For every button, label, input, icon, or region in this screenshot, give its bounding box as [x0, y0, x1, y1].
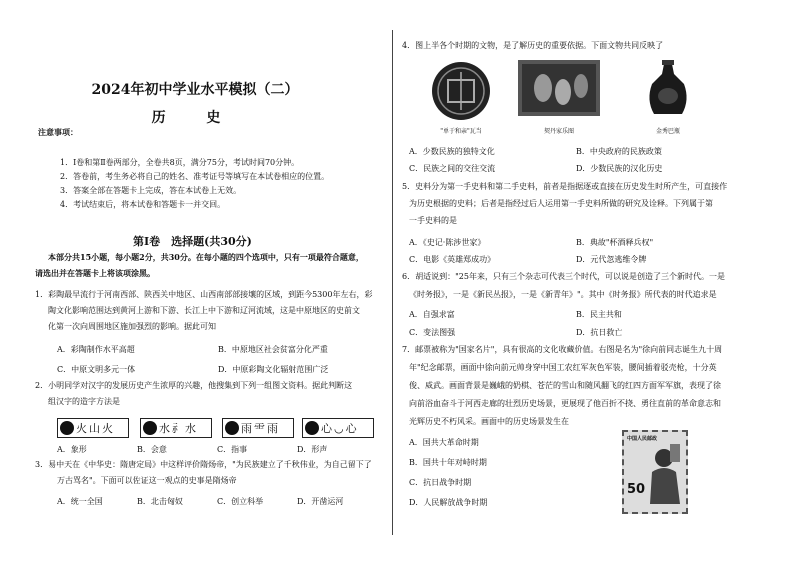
exam-title: 2024年初中学业水平模拟（二）: [91, 82, 299, 98]
q2-option-a[interactable]: A．象形: [57, 445, 87, 454]
q6-option-a[interactable]: A．自强求富: [409, 310, 455, 319]
q2-option-b[interactable]: B．会意: [137, 445, 167, 454]
q1-option-b[interactable]: B．中原地区社会贫富分化严重: [218, 345, 328, 354]
column-divider: [392, 30, 393, 535]
q1-line-1: 1．彩陶最早流行于河南西部、陕西关中地区、山西南部部接壤的区域，到距今5300年左右，彩: [35, 290, 373, 299]
q6-line-1: 6．胡适说到："25年来，只有三个杂志可代表三个时代，可以说是创造了三个新时代。一是: [402, 272, 725, 281]
q7-option-d[interactable]: D．人民解放战争时期: [409, 498, 488, 507]
stamp-label: 中国人民邮政: [627, 436, 658, 442]
glyph-set-fire: 火 山 火: [57, 418, 129, 438]
q2-option-d[interactable]: D．形声: [297, 445, 328, 454]
q5-option-c[interactable]: C．电影《英雄郑成功》: [409, 255, 496, 264]
q7-line-4: 向前浴血奋斗于河西走廊的壮烈历史场景，更展现了他百折不挠、勇往直前的革命意志和: [409, 399, 721, 408]
section-intro-2: 请选出并在答题卡上将该项涂黑。: [35, 268, 155, 278]
q7-line-1: 7．邮票被称为"国家名片"，具有很高的文化收藏价值。右图是名为"徐向前同志诞生九十周: [402, 345, 723, 354]
q6-line-2: 《时务报》，一是《新民丛报》，一是《新青年》"。其中《时务报》所代表的时代追求是: [409, 290, 717, 299]
glyph-set-water: 水 ⺬ 水: [140, 418, 212, 438]
mural-image: [518, 60, 600, 116]
q3-option-d[interactable]: D．开凿运河: [297, 497, 344, 506]
stamp-image: [622, 430, 688, 514]
caption-2: 契丹家乐图: [543, 128, 574, 135]
q4-option-c[interactable]: C．民族之间的交往交流: [409, 164, 496, 173]
q1-line-2: 陶文化影响范围达到黄河上游和下游、长江上中下游和辽河流域，这是中原地区的史前文: [48, 306, 360, 315]
right-column: [396, 0, 794, 561]
caption-1: "单于和亲"瓦当: [440, 128, 482, 135]
section-title: 第Ⅰ卷 选择题(共30分): [133, 235, 252, 248]
q7-line-3: 俊、威武。画面背景是巍峨的奶棋、苍茫的雪山和随风翻飞的红四方面军军旗，表现了徐: [409, 381, 721, 390]
note-3: 3．答案全部在答题卡上完成，答在本试卷上无效。: [60, 186, 242, 195]
section-intro-1: 本部分共15小题，每小题2分，共30分。在每小题的四个选项中，只有一项最符合题意，: [48, 252, 364, 262]
subject-title: 历 史: [151, 110, 239, 126]
q3-option-c[interactable]: C．创立科举: [217, 497, 264, 506]
note-4: 4．考试结束后，将本试卷和答题卡一并交回。: [60, 200, 226, 209]
q5-line-2: 为历史根据的史料；后者是指经过后人运用第一手史料所做的研究及诠释。下列属于第: [409, 199, 713, 208]
q2-line-2: 组汉字的造字方法是: [48, 397, 120, 406]
q4-option-a[interactable]: A．少数民族的独特文化: [409, 147, 495, 156]
stamp-value: 50: [627, 482, 646, 497]
q6-option-b[interactable]: B．民主共和: [576, 310, 622, 319]
caption-3: 金秀巴瓶: [655, 128, 680, 135]
q1-line-3: 化第一次向周围地区施加强烈的影响。据此可知: [48, 322, 216, 331]
q4-line: 4．图上半各个时期的文物，是了解历史的重要依据。下面文物共同反映了: [402, 41, 664, 50]
q5-option-b[interactable]: B．典故"杯酒释兵权": [576, 238, 654, 247]
glyph-set-rain: 雨 ⻗ 雨: [222, 418, 294, 438]
q7-option-a[interactable]: A．国共大革命时期: [409, 438, 479, 447]
q1-option-c[interactable]: C．中原文明多元一体: [57, 365, 136, 374]
q5-line-1: 5．史料分为第一手史料和第二手史料，前者是指据逐或直接在历史发生时所产生，可直接作: [402, 182, 728, 191]
q7-line-2: 年"纪念邮票，画面中徐向前元帅身穿中国工农红军灰色军装，腰间插着驳壳枪，十分英: [409, 363, 717, 372]
q3-option-a[interactable]: A．统一全国: [57, 497, 103, 506]
flask-image: [644, 60, 692, 122]
glyph-set-heart: 心 ◡ 心: [302, 418, 374, 438]
q4-option-b[interactable]: B．中央政府的民族政策: [576, 147, 662, 156]
q1-option-d[interactable]: D．中原彩陶文化辐射范围广泛: [218, 365, 329, 374]
note-1: 1．Ⅰ卷和第Ⅱ卷两部分，全卷共8页，满分75分，考试时间70分钟。: [60, 158, 300, 167]
q6-option-c[interactable]: C．变法图强: [409, 328, 456, 337]
q5-option-d[interactable]: D．元代忽逃维令牌: [576, 255, 647, 264]
q7-option-c[interactable]: C．抗日战争时期: [409, 478, 472, 487]
tile-end-image: [430, 60, 492, 122]
left-column: [0, 0, 390, 561]
notes-heading: 注意事项：: [38, 127, 78, 137]
q3-option-b[interactable]: B．北击匈奴: [137, 497, 183, 506]
q4-option-d[interactable]: D．少数民族的汉化历史: [576, 164, 663, 173]
q7-line-5: 光辉历史不朽风采。画面中的历史场景发生在: [409, 417, 569, 426]
q2-option-c[interactable]: C．指事: [217, 445, 248, 454]
q6-option-d[interactable]: D．抗日救亡: [576, 328, 623, 337]
note-2: 2．答卷前，考生务必将自己的姓名、准考证号等填写在本试卷相应的位置。: [60, 172, 330, 181]
q3-line-2: 万古骂名"。下面可以佐证这一观点的史事是隋炀帝: [57, 476, 237, 485]
q5-option-a[interactable]: A．《史记·陈涉世家》: [409, 238, 486, 247]
q2-line-1: 2．小明同学对汉字的发展历史产生浓厚的兴趣，他搜集到下列一组图文资料。据此判断这: [35, 381, 353, 390]
q3-line-1: 3．易中天在《中华史：隋唐定局》中这样评价隋炀帝，"为民族建立了千秋伟业，为自己留下了: [35, 460, 372, 469]
q7-option-b[interactable]: B．国共十年对峙时期: [409, 458, 487, 467]
q5-line-3: 一手史料的是: [409, 216, 457, 225]
q1-option-a[interactable]: A．彩陶制作水平高超: [57, 345, 135, 354]
figure-image: [642, 444, 684, 504]
